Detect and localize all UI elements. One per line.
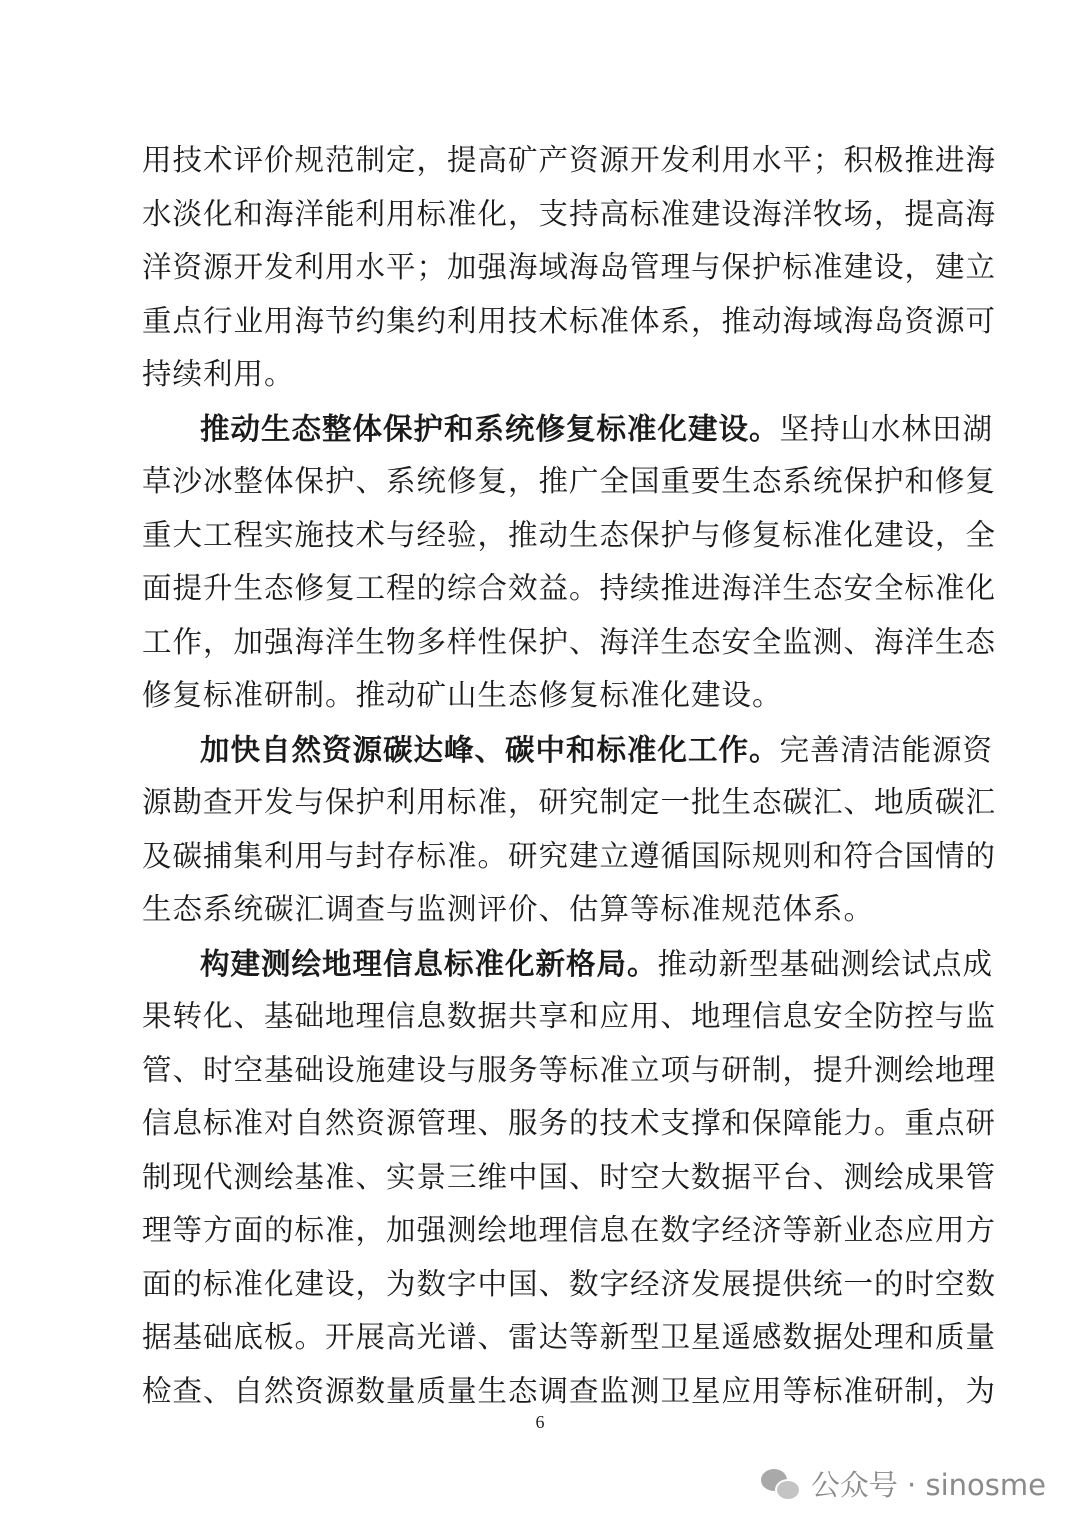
text-line xyxy=(142,1258,997,1312)
line-text: 洋资源开发利用水平；加强海域海岛管理与保护标准建设，建立 xyxy=(142,250,997,284)
line-text: 及碳捕集利用与封存标准。研究建立遵循国际规则和符合国情的 xyxy=(142,838,997,873)
text-line xyxy=(142,241,997,295)
text-line xyxy=(142,776,997,830)
line-text: 面提升生态修复工程的综合效益。持续推进海洋生态安全标准化 xyxy=(142,571,997,605)
text-line xyxy=(142,562,997,616)
section-heading-line xyxy=(142,402,994,456)
text-line xyxy=(142,295,997,349)
page-number: 6 xyxy=(535,1412,545,1432)
text-line xyxy=(142,509,997,563)
line-text: 据基础底板。开展高光谱、雷达等新型卫星遥感数据处理和质量 xyxy=(142,1320,997,1354)
wechat-icon xyxy=(761,1467,801,1501)
watermark xyxy=(761,1463,1046,1504)
text-line xyxy=(142,830,997,884)
text-line xyxy=(142,669,942,723)
line-text: 修复标准研制。推动矿山生态修复标准化建设。 xyxy=(142,678,783,712)
line-text: 检查、自然资源数量质量生态调查监测卫星应用等标准研制，为 xyxy=(142,1373,997,1408)
line-text: 生态系统碳汇调查与监测评价、估算等标准规范体系。 xyxy=(142,892,875,926)
text-line xyxy=(142,883,942,937)
line-text: 用技术评价规范制定，提高矿产资源开发利用水平；积极推进海 xyxy=(142,143,997,177)
line-text: 坚持山水林田湖 xyxy=(779,411,994,446)
line-text: 持续利用。 xyxy=(142,357,295,391)
line-text: 水淡化和海洋能利用标准化，支持高标准建设海洋牧场，提高海 xyxy=(142,196,997,231)
text-line xyxy=(142,616,997,670)
line-text: 草沙冰整体保护、系统修复，推广全国重要生态系统保护和修复 xyxy=(142,464,997,498)
text-line xyxy=(142,1044,997,1098)
text-line xyxy=(142,1151,997,1205)
text-line xyxy=(142,1365,997,1419)
watermark-text: 公众号 · sinosme xyxy=(810,1468,1046,1502)
line-text: 工作，加强海洋生物多样性保护、海洋生态安全监测、海洋生态 xyxy=(142,624,997,659)
line-text: 面的标准化建设，为数字中国、数字经济发展提供统一的时空数 xyxy=(142,1266,997,1301)
section-heading: 加快自然资源碳达峰、碳中和标准化工作。 xyxy=(200,731,780,767)
text-line xyxy=(142,455,997,509)
section-heading-line xyxy=(142,937,994,991)
text-line xyxy=(142,134,997,188)
text-line xyxy=(142,188,997,242)
section-heading: 推动生态整体保护和系统修复标准化建设。 xyxy=(200,410,780,446)
line-text: 完善清洁能源资 xyxy=(779,732,994,767)
line-text: 制现代测绘基准、实景三维中国、时空大数据平台、测绘成果管 xyxy=(142,1159,997,1194)
text-line xyxy=(142,348,942,402)
line-text: 源勘查开发与保护利用标准，研究制定一批生态碳汇、地质碳汇 xyxy=(142,785,997,819)
text-line xyxy=(142,990,997,1044)
text-line xyxy=(142,1204,997,1258)
body-text xyxy=(142,134,997,1418)
line-text: 信息标准对自然资源管理、服务的技术支撑和保障能力。重点研 xyxy=(142,1106,997,1140)
text-line xyxy=(142,1311,997,1365)
line-text: 重点行业用海节约集约利用技术标准体系，推动海域海岛资源可 xyxy=(142,303,997,338)
line-text: 理等方面的标准，加强测绘地理信息在数字经济等新业态应用方 xyxy=(142,1213,997,1247)
text-line xyxy=(142,1097,997,1151)
line-text: 推动新型基础测绘试点成 xyxy=(657,946,994,981)
line-text: 重大工程实施技术与经验，推动生态保护与修复标准化建设，全 xyxy=(142,517,997,552)
line-text: 果转化、基础地理信息数据共享和应用、地理信息安全防控与监 xyxy=(142,999,997,1033)
line-text: 管、时空基础设施建设与服务等标准立项与研制，提升测绘地理 xyxy=(142,1052,997,1087)
section-heading-line xyxy=(142,723,994,777)
section-heading: 构建测绘地理信息标准化新格局。 xyxy=(200,945,658,981)
